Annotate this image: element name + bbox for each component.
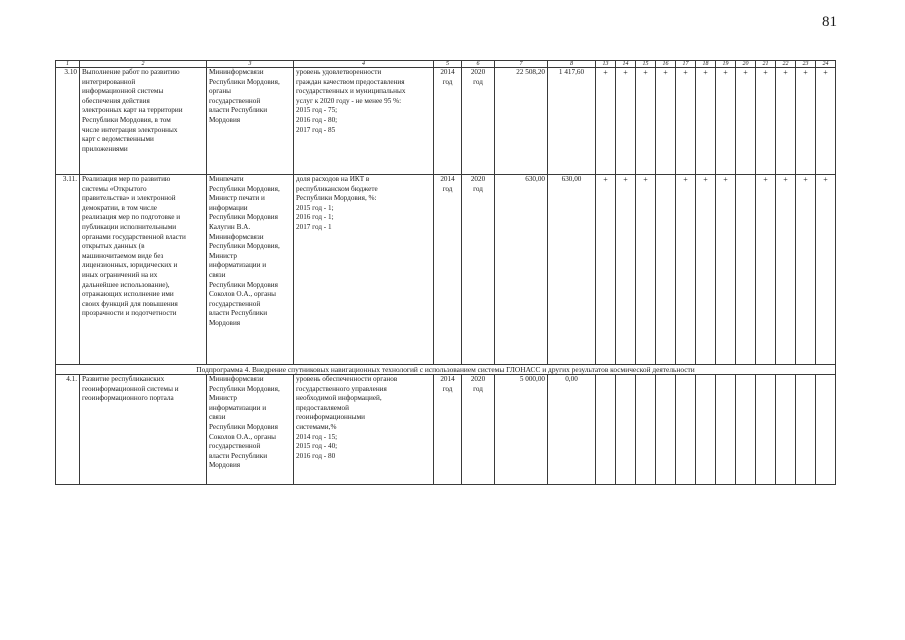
indicator-line: уровень удовлетворенности bbox=[296, 68, 382, 76]
column-number: 4 bbox=[294, 61, 434, 68]
column-number: 13 bbox=[596, 61, 616, 68]
column-number: 24 bbox=[816, 61, 836, 68]
indicator-line: геоинформационными bbox=[296, 413, 365, 422]
executor-line: Республики Мордовия, bbox=[209, 384, 280, 393]
start-year bbox=[434, 375, 462, 485]
column-number: 6 bbox=[462, 61, 495, 68]
column-number: 16 bbox=[656, 61, 676, 68]
subprogram-title: Подпрограмма 4. Внедрение спутниковых навигационных технологий с использованием системы ГЛОНАСС и других результатов космической деятельности bbox=[56, 365, 836, 375]
column-number: 15 bbox=[636, 61, 656, 68]
measure-name-line: обеспечения действия bbox=[82, 96, 150, 105]
executor-line: органы bbox=[209, 87, 232, 96]
executor-line: связи bbox=[209, 413, 226, 422]
executor-line: Соколов О.А., органы bbox=[209, 432, 276, 441]
indicator-line: доля расходов на ИКТ в bbox=[296, 175, 370, 183]
year-mark bbox=[696, 375, 716, 485]
executor-line: связи bbox=[209, 270, 226, 279]
year-mark: + bbox=[816, 68, 836, 175]
executor-line: государственной bbox=[209, 96, 261, 105]
measure-name-line: лицензионных, юридических и bbox=[82, 261, 178, 270]
executor-line: Мордовия bbox=[209, 461, 241, 470]
executor-line: Республики Мордовия bbox=[209, 213, 278, 222]
executor-line: Республики Мордовия bbox=[209, 280, 278, 289]
indicator-line: 2014 год - 15; bbox=[296, 432, 338, 441]
year-mark bbox=[756, 375, 776, 485]
executor-line: информатизации и bbox=[209, 403, 267, 412]
executor-line: Мининформсвязи bbox=[209, 68, 264, 76]
measure-name-line: числе интеграция электронных bbox=[82, 125, 178, 134]
indicator-line: граждан качеством предоставления bbox=[296, 77, 405, 86]
indicator-line: 2015 год - 40; bbox=[296, 442, 338, 451]
indicator-line: предоставляемой bbox=[296, 403, 349, 412]
column-number: 5 bbox=[434, 61, 462, 68]
indicator-line: уровень обеспеченности органов bbox=[296, 375, 398, 383]
year-mark bbox=[716, 375, 736, 485]
column-number: 8 bbox=[548, 61, 596, 68]
year-mark bbox=[816, 375, 836, 485]
measure-name-line: публикации исполнительными bbox=[82, 222, 177, 231]
column-number: 17 bbox=[676, 61, 696, 68]
year-mark: + bbox=[776, 175, 796, 365]
executor-line: Мининформсвязи bbox=[209, 375, 264, 383]
start-year-line: год bbox=[442, 384, 453, 393]
table-row bbox=[56, 175, 836, 365]
measure-name-line: геоинформационного портала bbox=[82, 394, 174, 403]
year-mark bbox=[636, 375, 656, 485]
page-number: 81 bbox=[822, 14, 837, 30]
measure-name-line: Выполнение работ по развитию bbox=[82, 68, 180, 76]
header-row bbox=[56, 61, 836, 68]
indicator bbox=[294, 68, 434, 175]
column-number: 3 bbox=[207, 61, 294, 68]
start-year-line: 2014 bbox=[440, 375, 455, 383]
row-number: 4.1. bbox=[56, 375, 80, 485]
measure-name bbox=[80, 175, 207, 365]
year-mark: + bbox=[796, 175, 816, 365]
measure-name-line: информационной системы bbox=[82, 87, 164, 96]
executor-line: Мининформсвязи bbox=[209, 232, 264, 241]
year-mark: + bbox=[696, 68, 716, 175]
measure-name bbox=[80, 375, 207, 485]
year-mark bbox=[736, 175, 756, 365]
year-mark: + bbox=[636, 175, 656, 365]
indicator-line: 2017 год - 1 bbox=[296, 222, 332, 231]
year-mark: + bbox=[796, 68, 816, 175]
measure-name-line: приложениями bbox=[82, 144, 128, 153]
executor-line: Республики Мордовия, bbox=[209, 184, 280, 193]
executor bbox=[207, 175, 294, 365]
measure-name-line: интегрированной bbox=[82, 77, 136, 86]
year-mark bbox=[656, 175, 676, 365]
indicator-line: необходимой информацией, bbox=[296, 394, 382, 403]
end-year bbox=[462, 175, 495, 365]
indicator-line: 2015 год - 1; bbox=[296, 203, 334, 212]
year-mark: + bbox=[716, 175, 736, 365]
indicator-line: 2016 год - 80 bbox=[296, 451, 336, 460]
funding-amount: 0,00 bbox=[548, 375, 596, 485]
year-mark: + bbox=[616, 175, 636, 365]
measure-name-line: правительства» и электронной bbox=[82, 194, 176, 203]
executor-line: Республики Мордовия, bbox=[209, 77, 280, 86]
year-mark: + bbox=[696, 175, 716, 365]
measure-name-line: реализация мер по подготовке и bbox=[82, 213, 181, 222]
year-mark bbox=[676, 375, 696, 485]
executor-line: Республики Мордовия bbox=[209, 422, 278, 431]
start-year bbox=[434, 68, 462, 175]
year-mark: + bbox=[736, 68, 756, 175]
column-number: 22 bbox=[776, 61, 796, 68]
year-mark: + bbox=[596, 68, 616, 175]
column-number: 21 bbox=[756, 61, 776, 68]
indicator-line: системами,% bbox=[296, 422, 337, 431]
measure-name-line: иных ограничений на их bbox=[82, 270, 158, 279]
column-number: 20 bbox=[736, 61, 756, 68]
executor-line: Министр bbox=[209, 394, 237, 403]
end-year-line: год bbox=[473, 384, 483, 393]
year-mark: + bbox=[616, 68, 636, 175]
funding-amount: 1 417,60 bbox=[548, 68, 596, 175]
executor-line: государственной bbox=[209, 442, 261, 451]
start-year-line: год bbox=[442, 184, 453, 193]
year-mark: + bbox=[756, 68, 776, 175]
indicator-line: государственных и муниципальных bbox=[296, 87, 406, 96]
executor-line: власти Республики bbox=[209, 309, 268, 318]
indicator bbox=[294, 175, 434, 365]
year-mark bbox=[776, 375, 796, 485]
column-number: 2 bbox=[80, 61, 207, 68]
year-mark: + bbox=[756, 175, 776, 365]
executor-line: власти Республики bbox=[209, 451, 268, 460]
indicator bbox=[294, 375, 434, 485]
indicator-line: государственного управления bbox=[296, 384, 387, 393]
measure-name-line: электронных карт на территории bbox=[82, 106, 183, 115]
table-row bbox=[56, 375, 836, 485]
end-year-line: год bbox=[473, 77, 483, 86]
measure-name-line: отражающих исполнение ими bbox=[82, 290, 174, 299]
executor-line: Министр bbox=[209, 251, 237, 260]
measure-name-line: карт с ведомственными bbox=[82, 135, 154, 144]
measure-name-line: органами государственной власти bbox=[82, 232, 186, 241]
executor-line: власти Республики bbox=[209, 106, 268, 115]
funding-amount: 630,00 bbox=[548, 175, 596, 365]
measure-name-line: дальнейшее использование), bbox=[82, 280, 170, 289]
year-mark bbox=[796, 375, 816, 485]
column-number: 7 bbox=[495, 61, 548, 68]
year-mark: + bbox=[596, 175, 616, 365]
start-year-line: год bbox=[442, 77, 453, 86]
indicator-line: услуг к 2020 году - не менее 95 %: bbox=[296, 96, 402, 105]
measure-name-line: открытых данных (в bbox=[82, 242, 145, 251]
measure-name-line: системы «Открытого bbox=[82, 184, 147, 193]
executor-line: Мордовия bbox=[209, 318, 241, 327]
start-year-line: 2014 bbox=[440, 175, 455, 183]
indicator-line: Республики Мордовия, %: bbox=[296, 194, 377, 203]
indicator-line: республиканском бюджете bbox=[296, 184, 378, 193]
subprogram-row bbox=[56, 365, 836, 375]
year-mark: + bbox=[676, 68, 696, 175]
measure-name-line: Развитие республиканских bbox=[82, 375, 165, 383]
measure-name bbox=[80, 68, 207, 175]
start-year-line: 2014 bbox=[440, 68, 455, 76]
executor bbox=[207, 375, 294, 485]
column-number: 14 bbox=[616, 61, 636, 68]
year-mark: + bbox=[676, 175, 696, 365]
program-table bbox=[55, 60, 836, 485]
end-year-line: 2020 bbox=[470, 175, 486, 183]
total-funding: 5 000,00 bbox=[495, 375, 548, 485]
year-mark bbox=[596, 375, 616, 485]
measure-name-line: демократии, в том числе bbox=[82, 203, 157, 212]
measure-name-line: своих функций для повышения bbox=[82, 299, 178, 308]
table-body bbox=[56, 68, 836, 485]
indicator-line: 2016 год - 1; bbox=[296, 213, 334, 222]
end-year-line: год bbox=[473, 184, 483, 193]
total-funding: 630,00 bbox=[495, 175, 548, 365]
column-number: 1 bbox=[56, 61, 80, 68]
end-year-line: 2020 bbox=[470, 375, 486, 383]
executor-line: Минпечати bbox=[209, 175, 244, 183]
executor-line: Министр печати и bbox=[209, 194, 265, 203]
column-number: 23 bbox=[796, 61, 816, 68]
indicator-line: 2017 год - 85 bbox=[296, 125, 336, 134]
column-number: 19 bbox=[716, 61, 736, 68]
year-mark: + bbox=[776, 68, 796, 175]
column-number: 18 bbox=[696, 61, 716, 68]
executor-line: Калугин В.А. bbox=[209, 222, 251, 231]
measure-name-line: прозрачности и подотчетности bbox=[82, 309, 177, 318]
year-mark: + bbox=[636, 68, 656, 175]
row-number: 3.10 bbox=[56, 68, 80, 175]
executor-line: Республики Мордовия, bbox=[209, 242, 280, 251]
year-mark bbox=[616, 375, 636, 485]
executor-line: информатизации и bbox=[209, 261, 267, 270]
year-mark bbox=[656, 375, 676, 485]
row-number: 3.11. bbox=[56, 175, 80, 365]
executor bbox=[207, 68, 294, 175]
executor-line: Соколов О.А., органы bbox=[209, 290, 276, 299]
executor-line: государственной bbox=[209, 299, 261, 308]
year-mark: + bbox=[816, 175, 836, 365]
end-year-line: 2020 bbox=[470, 68, 486, 76]
indicator-line: 2015 год - 75; bbox=[296, 106, 338, 115]
executor-line: Мордовия bbox=[209, 115, 241, 124]
table-row bbox=[56, 68, 836, 175]
measure-name-line: машиночитаемом виде без bbox=[82, 251, 164, 260]
measure-name-line: геоинформационной системы и bbox=[82, 384, 179, 393]
measure-name-line: Реализация мер по развитию bbox=[82, 175, 171, 183]
end-year bbox=[462, 375, 495, 485]
indicator-line: 2016 год - 80; bbox=[296, 115, 338, 124]
executor-line: информации bbox=[209, 203, 248, 212]
measure-name-line: Республики Мордовия, в том bbox=[82, 115, 171, 124]
year-mark bbox=[736, 375, 756, 485]
start-year bbox=[434, 175, 462, 365]
end-year bbox=[462, 68, 495, 175]
year-mark: + bbox=[656, 68, 676, 175]
year-mark: + bbox=[716, 68, 736, 175]
total-funding: 22 508,20 bbox=[495, 68, 548, 175]
